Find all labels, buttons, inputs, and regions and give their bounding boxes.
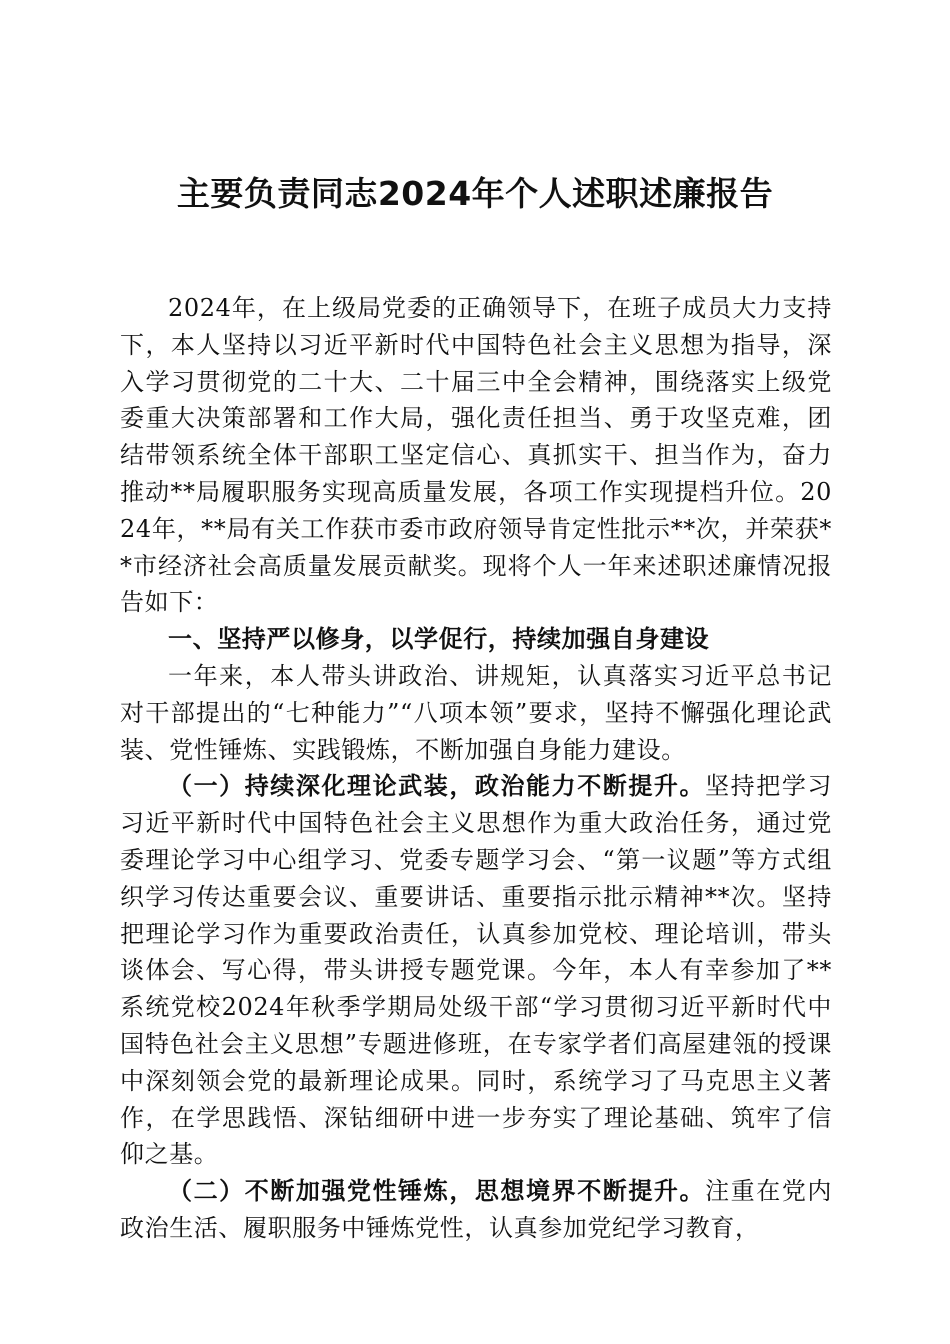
section-1-intro-paragraph: 一年来，本人带头讲政治、讲规矩，认真落实习近平总书记对干部提出的“七种能力”“八项本领”要求，坚持不懈强化理论武装、党性锤炼、实践锻炼，不断加强自身能力建设。 [120,661,832,764]
subsection-2-lead: （二）不断加强党性锤炼，思想境界不断提升。 [168,1176,706,1206]
subsection-1-lead: （一）持续深化理论武装，政治能力不断提升。 [168,771,706,801]
section-1-heading: 一、坚持严以修身，以学促行，持续加强自身建设 [168,625,710,654]
document-body [120,290,832,1247]
subsection-1-body: 坚持把学习习近平新时代中国特色社会主义思想作为重大政治任务，通过党委理论学习中心组学习、党委专题学习会、“第一议题”等方式组织学习传达重要会议、重要讲话、重要指示批示精神**次。坚持把理论学习作为重要政治责任，认真参加党校、理论培训，带头谈体会、写心得，带头讲授专题党课。今年，本人有幸参加了**系统党校2024年秋季学期局处级干部“学习贯彻习近平新时代中国特色社会主义思想”专题进修班，在专家学者们高屋建瓴的授课中深刻领会党的最新理论成果。同时，系统学习了马克思主义著作，在学思践悟、深钻细研中进一步夯实了理论基础、筑牢了信仰之基。 [120,772,832,1169]
document-title: 主要负责同志2024年个人述职述廉报告 [176,174,774,213]
subsection-2-body: 注重在党内政治生活、履职服务中锤炼党性，认真参加党纪学习教育， [120,1177,832,1242]
subsection-1-paragraph [120,768,832,1173]
intro-paragraph: 2024年，在上级局党委的正确领导下，在班子成员大力支持下，本人坚持以习近平新时代中国特色社会主义思想为指导，深入学习贯彻党的二十大、二十届三中全会精神，围绕落实上级党委重大决策部署和工作大局，强化责任担当、勇于攻坚克难，团结带领系统全体干部职工坚定信心、真抓实干、担当作为，奋力推动**局履职服务实现高质量发展，各项工作实现提档升位。2024年，**局有关工作获市委市政府领导肯定性批示**次，并荣获**市经济社会高质量发展贡献奖。现将个人一年来述职述廉情况报告如下： [120,294,832,617]
subsection-2-paragraph [120,1173,832,1247]
